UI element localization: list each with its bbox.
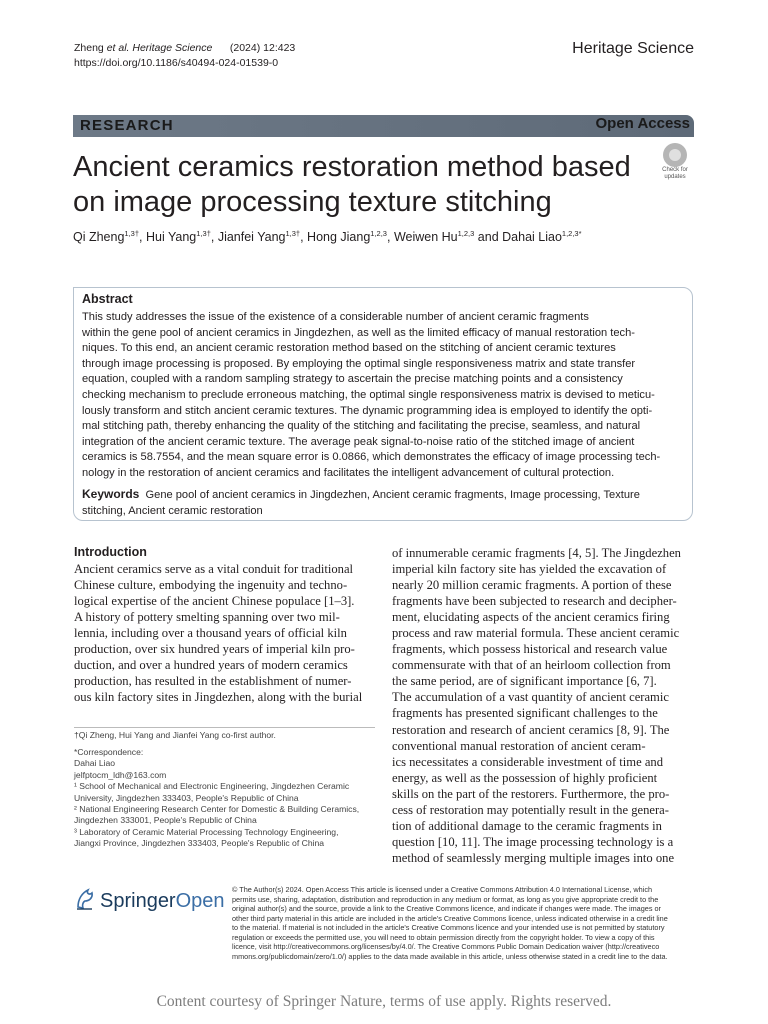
- body-line: ics necessitates a considerable investment of time and: [392, 754, 664, 769]
- author-list: Qi Zheng$^{1,3\dagger}$, Hui Yang$^{1,3\dagger}$, Jianfei Yang$^{1,3\dagger}$, Hong Jiang$^{1,2,3}$, Weiwen Hu$^{1,2,3}$ and Dahai Liao$^{1,2,3*}$: [73, 229, 582, 245]
- body-line: imperial kiln factory site has yielded the excavation of: [392, 562, 667, 577]
- article-title: [73, 150, 653, 220]
- license-line: other third party material in this article are included in the article's Creative Commons licence, unless indicated otherwise in a credit line: [232, 913, 668, 923]
- body-line: production, over six hundred years of imperial kiln pro-: [74, 642, 355, 657]
- springer-open-logo[interactable]: [74, 884, 225, 918]
- body-line: Chinese culture, embodying the ingenuity and techno-: [74, 578, 348, 593]
- affiliation-1b: University, Jingdezhen 333403, People's Republic of China: [74, 792, 299, 803]
- abstract-line: within the gene pool of ancient ceramics in Jingdezhen, as well as the limited efficacy of manual restoration tech-: [82, 326, 635, 339]
- abstract-line: lously transform and stitch ancient ceramic textures. The dynamic programming idea is employed to identify the opti-: [82, 404, 653, 417]
- affiliation-2a: ² National Engineering Research Center for Domestic & Building Ceramics,: [74, 804, 360, 815]
- abstract-line: through image processing is proposed. By employing the optimal single responsiveness matrix and state transfer: [82, 357, 636, 370]
- body-line: fragments has presented significant challenges to the: [392, 706, 658, 721]
- citation-header: [74, 41, 295, 71]
- author[interactable]: Weiwen Hu$^{1,2,3}$: [393, 229, 475, 245]
- check-updates-line2: updates: [664, 174, 686, 180]
- abstract-body: [82, 310, 682, 482]
- springer-horse-icon: [74, 887, 96, 911]
- citation-year: (2024) 12:423: [229, 42, 296, 54]
- body-line: process and raw material formula. These ancient ceramic: [392, 626, 680, 641]
- logo-springer: Springer: [100, 890, 176, 912]
- license-line: original author(s) and the source, provide a link to the Creative Commons licence, and indicate if changes were made. The images or: [232, 904, 661, 914]
- body-line: method of seamlessly merging multiple images into one: [392, 850, 675, 865]
- author[interactable]: Hong Jiang$^{1,2,3}$: [307, 229, 387, 245]
- correspondence-block: [74, 747, 375, 850]
- body-line: question [10, 11]. The image processing technology is a: [392, 834, 674, 849]
- author[interactable]: Dahai Liao$^{1,2,3*}$: [502, 229, 582, 245]
- doi-link[interactable]: https://doi.org/10.1186/s40494-024-01539-0: [74, 57, 279, 69]
- keywords-line-1: Gene pool of ancient ceramics in Jingdezhen, Ancient ceramic fragments, Image processing, Texture: [145, 489, 640, 501]
- keywords: [82, 486, 682, 519]
- body-line: The accumulation of a vast quantity of ancient ceramic: [392, 690, 669, 705]
- check-updates-line1: Check for: [662, 167, 688, 173]
- citation-authors: Zheng: [74, 42, 107, 54]
- abstract-line: integration of the ancient ceramic texture. The average peak signal-to-noise ratio of the stitched image of ancient: [82, 435, 635, 448]
- title-line-2: on image processing texture stitching: [73, 186, 552, 218]
- license-line: permits use, sharing, adaptation, distribution and reproduction in any medium or format, as long as you give appropriate credit to the: [232, 894, 659, 904]
- check-for-updates-icon[interactable]: [657, 143, 693, 179]
- body-line: ous kiln factory sites in Jingdezhen, along with the burial: [74, 690, 363, 705]
- affiliation-1a: ¹ School of Mechanical and Electronic Engineering, Jingdezhen Ceramic: [74, 781, 350, 792]
- correspondence-label: *Correspondence:: [74, 747, 144, 757]
- body-line: restoration and research of ancient ceramics [8, 9]. The: [392, 722, 670, 737]
- authors-and: and: [477, 230, 499, 245]
- abstract-line: checking mechanism to preclude erroneous matching, the optimal single responsiveness matrix is devised to meticu-: [82, 388, 655, 401]
- abstract-line: niques. To this end, an ancient ceramic restoration method based on the stitching of ancient ceramic textures: [82, 342, 616, 355]
- body-line: commensurate with that of an heirloom collection from: [392, 658, 671, 673]
- affiliation-3a: ³ Laboratory of Ceramic Material Processing Technology Engineering,: [74, 826, 339, 837]
- body-line: energy, as well as the possession of highly proficient: [392, 770, 658, 785]
- license-text: [232, 885, 694, 961]
- body-line: fragments, which possess historical and research value: [392, 642, 668, 657]
- cofirst-note: †Qi Zheng, Hui Yang and Jianfei Yang co-first author.: [74, 730, 276, 740]
- body-column-left: [74, 561, 375, 705]
- affiliation-3b: Jiangxi Province, Jingdezhen 333403, People's Republic of China: [74, 838, 325, 849]
- body-line: tion of additional damage to the ceramic fragments in: [392, 818, 662, 833]
- body-line: cess of restoration may potentially result in the genera-: [392, 802, 669, 817]
- body-line: conventional manual restoration of ancient ceram-: [392, 738, 646, 753]
- body-line: skills on the part of the restorers. Furthermore, the pro-: [392, 786, 670, 801]
- abstract-line: This study addresses the issue of the existence of a considerable number of ancient ceramic fragments: [82, 311, 589, 323]
- keywords-line-2: stitching, Ancient ceramic restoration: [82, 505, 263, 517]
- open-access-label: Open Access: [595, 115, 690, 132]
- keywords-label: Keywords: [82, 487, 140, 501]
- license-line: © The Author(s) 2024. Open Access This article is licensed under a Creative Commons Attribution 4.0 International License, which: [232, 885, 653, 894]
- license-line[interactable]: licence, visit http://creativecommons.org/licenses/by/4.0/. The Creative Commons Public Domain Dedication waiver (http://creativeco: [232, 942, 660, 952]
- affiliation-2b: Jingdezhen 333001, People's Republic of China: [74, 815, 257, 826]
- abstract-line: mal stitching path, thereby enhancing the quality of the stitching and facilitating the precise, seamless, and natural: [82, 420, 641, 433]
- abstract-heading: Abstract: [82, 292, 133, 306]
- abstract-line: equation, coupled with a random sampling strategy to ascertain the precise matching points and a consistency: [82, 373, 623, 386]
- body-line: lennia, including over a thousand years of official kiln: [74, 626, 347, 641]
- abstract-box: [73, 287, 693, 521]
- article-type-banner: [73, 115, 694, 137]
- body-line: duction, and over a hundred years of modern ceramics: [74, 658, 348, 673]
- journal-name: Heritage Science: [572, 40, 694, 57]
- body-line: the same period, are of significant importance [6, 7].: [392, 674, 657, 689]
- author[interactable]: Hui Yang$^{1,3\dagger}$: [145, 229, 211, 245]
- logo-open: Open: [175, 890, 225, 912]
- correspondence-email[interactable]: jelfptocm_ldh@163.com: [74, 769, 167, 780]
- title-line-1: Ancient ceramics restoration method based: [73, 151, 631, 183]
- author[interactable]: Jianfei Yang$^{1,3\dagger}$: [217, 229, 301, 245]
- body-line: of innumerable ceramic fragments [4, 5]. The Jingdezhen: [392, 546, 681, 560]
- body-line: nearly 20 million ceramic fragments. A portion of these: [392, 578, 672, 593]
- body-line: ment, elucidating aspects of the ancient ceramics firing: [392, 610, 670, 625]
- body-line: fragments have been subjected to research and decipher-: [392, 594, 677, 609]
- citation-journal: et al. Heritage Science: [106, 42, 213, 54]
- body-column-right: [392, 545, 694, 866]
- footnote-divider: [74, 727, 375, 728]
- body-line: production, has resulted in the establishment of numer-: [74, 674, 352, 689]
- section-heading-introduction: Introduction: [74, 545, 147, 559]
- abstract-line: ceramics is 58.7554, and the mean square error is 0.0866, which demonstrates the efficacy of image processing tech-: [82, 451, 661, 464]
- body-line: A history of pottery smelting spanning over two mil-: [74, 610, 340, 625]
- courtesy-notice: Content courtesy of Springer Nature, terms of use apply. Rights reserved.: [156, 993, 612, 1010]
- author[interactable]: Qi Zheng$^{1,3\dagger}$: [73, 229, 140, 245]
- body-line: logical expertise of the ancient Chinese populace [1–3].: [74, 594, 355, 609]
- correspondence-name: Dahai Liao: [74, 758, 116, 769]
- license-line[interactable]: mmons.org/publicdomain/zero/1.0/) applies to the data made available in this article, unless otherwise stated in a credit line to the data.: [232, 951, 668, 961]
- license-line: regulation or exceeds the permitted use, you will need to obtain permission directly from the copyright holder. To view a copy of this: [232, 932, 655, 942]
- abstract-line: nology in the restoration of ancient ceramics and facilitates the intelligent advancement of cultural protection.: [82, 466, 615, 479]
- research-label: RESEARCH: [80, 117, 174, 134]
- license-line: to the material. If material is not included in the article's Creative Commons licence and your intended use is not permitted by statutory: [232, 923, 665, 933]
- body-line: Ancient ceramics serve as a vital conduit for traditional: [74, 562, 354, 576]
